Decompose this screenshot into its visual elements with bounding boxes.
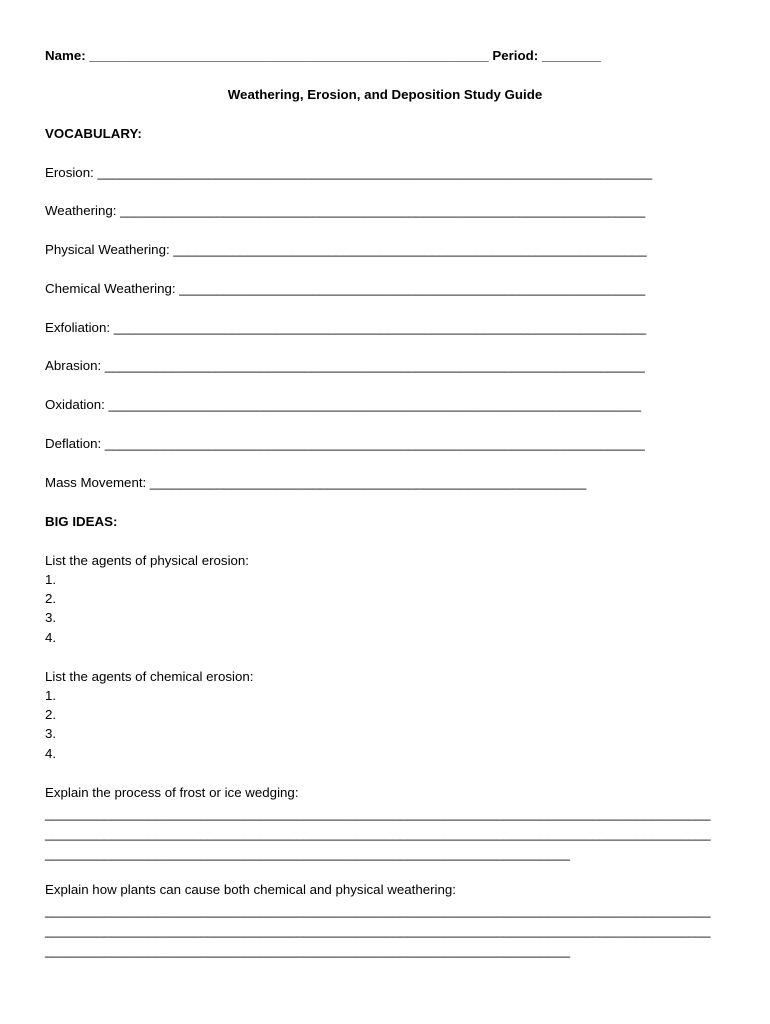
vocab-exfoliation[interactable]: Exfoliation: ________________________________________________________________________: [45, 320, 647, 335]
plants-weathering-prompt: Explain how plants can cause both chemical and physical weathering:: [45, 882, 456, 897]
physical-item-4[interactable]: 4.: [45, 630, 57, 645]
name-period-line[interactable]: Name: ______________________________________________________ Period: ________: [45, 48, 602, 63]
frost-wedging-prompt: Explain the process of frost or ice wedging:: [45, 785, 299, 800]
vocab-chemical-weathering[interactable]: Chemical Weathering: _______________________________________________________________: [45, 281, 646, 296]
vocab-physical-weathering[interactable]: Physical Weathering: ________________________________________________________________: [45, 242, 647, 257]
frost-answer-line-2[interactable]: __________________________________________________________________________________________: [45, 826, 711, 841]
plants-answer-line-1[interactable]: __________________________________________________________________________________________: [45, 903, 711, 918]
document-title: Weathering, Erosion, and Deposition Study Guide: [227, 87, 543, 102]
vocabulary-heading: VOCABULARY:: [45, 126, 142, 141]
chemical-item-2[interactable]: 2.: [45, 707, 57, 722]
physical-item-3[interactable]: 3.: [45, 610, 57, 625]
chemical-item-4[interactable]: 4.: [45, 746, 57, 761]
chemical-item-1[interactable]: 1.: [45, 688, 57, 703]
plants-answer-line-2[interactable]: __________________________________________________________________________________________: [45, 923, 711, 938]
frost-answer-line-3[interactable]: _______________________________________________________________________: [45, 846, 571, 861]
chemical-erosion-prompt: List the agents of chemical erosion:: [45, 669, 254, 684]
vocab-abrasion[interactable]: Abrasion: _________________________________________________________________________: [45, 358, 645, 373]
plants-answer-line-3[interactable]: _______________________________________________________________________: [45, 943, 571, 958]
vocab-erosion[interactable]: Erosion: ___________________________________________________________________________: [45, 165, 653, 180]
physical-item-2[interactable]: 2.: [45, 591, 57, 606]
vocab-deflation[interactable]: Deflation: _________________________________________________________________________: [45, 436, 645, 451]
chemical-item-3[interactable]: 3.: [45, 726, 57, 741]
physical-item-1[interactable]: 1.: [45, 572, 57, 587]
vocab-mass-movement[interactable]: Mass Movement: ___________________________________________________________: [45, 475, 587, 490]
big-ideas-heading: BIG IDEAS:: [45, 514, 118, 529]
vocab-oxidation[interactable]: Oxidation: ________________________________________________________________________: [45, 397, 642, 412]
vocab-weathering[interactable]: Weathering: _______________________________________________________________________: [45, 203, 646, 218]
frost-answer-line-1[interactable]: __________________________________________________________________________________________: [45, 806, 711, 821]
physical-erosion-prompt: List the agents of physical erosion:: [45, 553, 250, 568]
